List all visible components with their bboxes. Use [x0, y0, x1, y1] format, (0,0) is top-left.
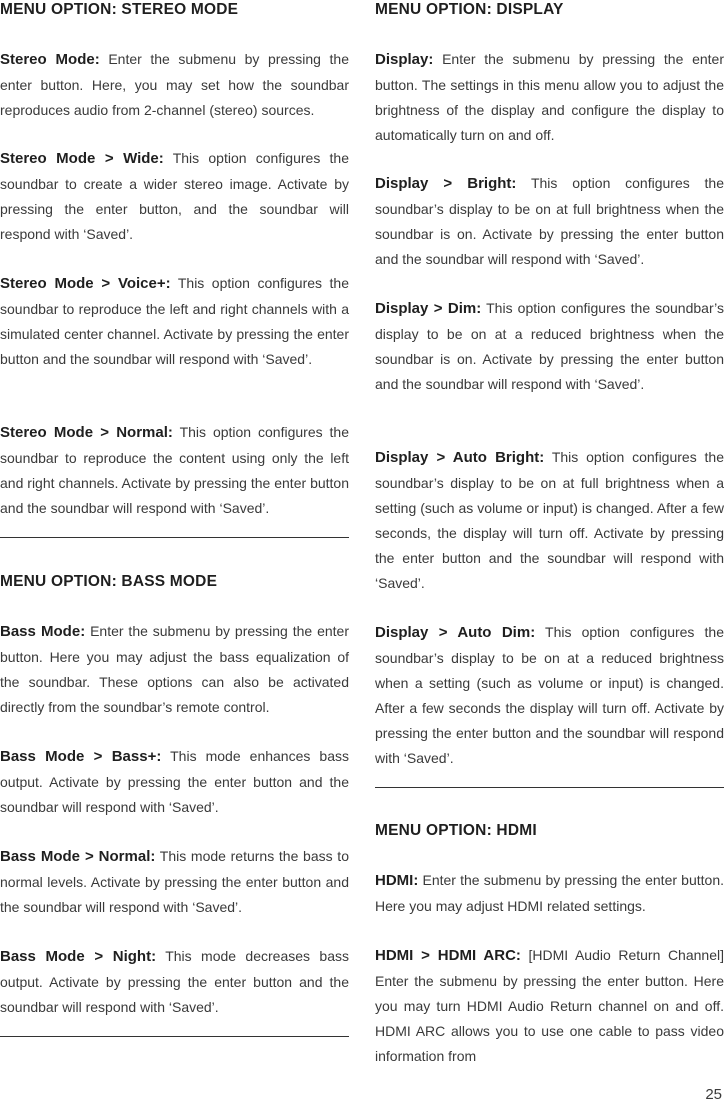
stereo-wide-label: Stereo Mode > Wide:: [0, 150, 164, 167]
bass-mode-heading: MENU OPTION: BASS MODE: [0, 573, 218, 590]
display-dim-text: This option configures the soundbar’s display to be on at a reduced brightness when the soundbar is on. Activate by pressing the enter button and the soundbar will respond with ‘Saved’.: [375, 300, 724, 392]
stereo-wide-text: This option configures the soundbar to create a wider stereo image. Activate by pressing the enter button, and the soundbar will respond with ‘Saved’.: [0, 150, 349, 242]
stereo-normal-text: This option configures the soundbar to reproduce the content using only the left and right channels. Activate by pressing the enter button and the soundbar will respond with ‘Saved’.: [0, 424, 350, 516]
stereo-mode-heading: MENU OPTION: STEREO MODE: [0, 1, 239, 18]
stereo-mode-paragraph: [0, 47, 349, 123]
stereo-voice-paragraph: [0, 271, 349, 372]
hdmi-label: HDMI:: [375, 872, 419, 889]
bass-normal-paragraph: [0, 844, 349, 920]
display-dim-paragraph: [375, 296, 724, 397]
display-bright-paragraph: [375, 171, 724, 272]
hdmi-heading: MENU OPTION: HDMI: [375, 822, 537, 839]
display-auto-bright-label: Display > Auto Bright:: [375, 449, 545, 466]
hdmi-arc-text: [HDMI Audio Return Channel] Enter the submenu by pressing the enter button. Here you may turn HDMI Audio Return channel on and off. HDMI ARC allows you to use one cable to pass video information from: [375, 947, 724, 1064]
section-divider: [0, 1036, 349, 1037]
stereo-wide-paragraph: [0, 146, 349, 247]
bass-plus-text: This mode enhances bass output. Activate by pressing the enter button and the soundbar will respond with ‘Saved’.: [0, 748, 349, 815]
hdmi-paragraph: [375, 868, 724, 919]
display-label: Display:: [375, 51, 434, 68]
bass-normal-text: This mode returns the bass to normal levels. Activate by pressing the enter button and the soundbar will respond with ‘Saved’.: [0, 848, 349, 915]
display-paragraph: [375, 47, 724, 148]
display-auto-dim-text: This option configures the soundbar’s display to be on at a reduced brightness when a setting (such as volume or input) is changed. After a few seconds the display will turn off. Activate by pressing the enter button and the soundbar will respond with ‘Saved’.: [375, 624, 724, 766]
bass-plus-paragraph: [0, 744, 349, 820]
display-auto-bright-paragraph: [375, 445, 724, 595]
display-text: Enter the submenu by pressing the enter button. The settings in this menu allow you to adjust the brightness of the display and configure the display to automatically turn on and off.: [375, 51, 724, 143]
display-heading: MENU OPTION: DISPLAY: [375, 1, 564, 18]
hdmi-text: Enter the submenu by pressing the enter button. Here you may adjust HDMI related settings.: [375, 872, 724, 914]
display-auto-dim-label: Display > Auto Dim:: [375, 624, 536, 641]
bass-normal-label: Bass Mode > Normal:: [0, 848, 156, 865]
bass-plus-label: Bass Mode > Bass+:: [0, 748, 162, 765]
display-auto-dim-paragraph: [375, 620, 724, 770]
display-auto-bright-text: This option configures the soundbar’s display to be on at full brightness when a setting (such as volume or input) is changed. After a few seconds, the display will turn off. Activate by pressing the enter button and the soundbar will respond with ‘Saved’.: [375, 449, 724, 591]
section-divider: [0, 537, 349, 538]
display-bright-label: Display > Bright:: [375, 175, 517, 192]
stereo-voice-label: Stereo Mode > Voice+:: [0, 275, 171, 292]
display-bright-text: This option configures the soundbar’s display to be on at full brightness when the soundbar is on. Activate by pressing the enter button and the soundbar will respond with ‘Saved’.: [375, 175, 724, 267]
stereo-normal-paragraph: [0, 420, 349, 521]
hdmi-arc-label: HDMI > HDMI ARC:: [375, 947, 521, 964]
bass-night-paragraph: [0, 944, 349, 1020]
bass-night-text: This mode decreases bass output. Activate by pressing the enter button and the soundbar will respond with ‘Saved’.: [0, 948, 349, 1015]
bass-mode-paragraph: [0, 619, 349, 720]
display-dim-label: Display > Dim:: [375, 300, 482, 317]
stereo-mode-label: Stereo Mode:: [0, 51, 100, 68]
bass-mode-label: Bass Mode:: [0, 623, 86, 640]
stereo-mode-text: Enter the submenu by pressing the enter button. Here, you may set how the soundbar reproduces audio from 2-channel (stereo) sources.: [0, 51, 349, 118]
section-divider: [375, 787, 724, 788]
hdmi-arc-paragraph: [375, 943, 724, 1069]
bass-mode-text: Enter the submenu by pressing the enter button. Here you may adjust the bass equalization of the soundbar. These options can also be activated directly from the soundbar’s remote control.: [0, 623, 349, 715]
stereo-normal-label: Stereo Mode > Normal:: [0, 424, 173, 441]
page-number: 25: [705, 1086, 722, 1103]
bass-night-label: Bass Mode > Night:: [0, 948, 157, 965]
stereo-voice-text: This option configures the soundbar to reproduce the left and right channels with a simulated center channel. Activate by pressing the enter button and the soundbar will respond with ‘Saved’.: [0, 275, 349, 367]
